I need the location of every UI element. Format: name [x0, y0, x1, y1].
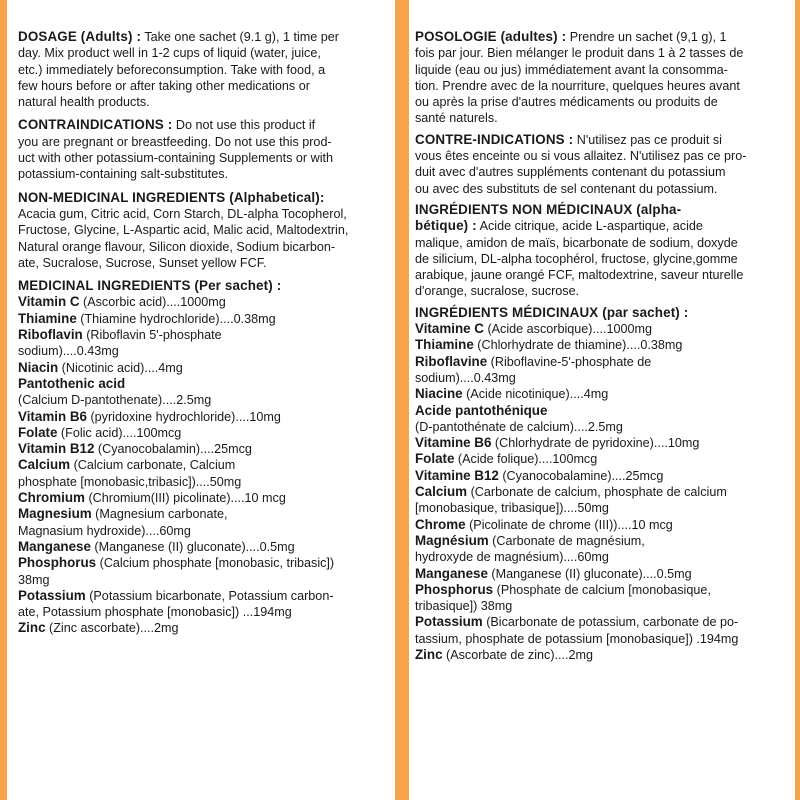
fr-non-medicinal-section [415, 202, 788, 300]
ingredient-detail: (Carbonate de calcium, phosphate de calcium [467, 485, 727, 500]
ingredient-name: Thiamine [18, 310, 77, 326]
en-contra-text: uct with other potassium-containing Supplements or with [18, 151, 334, 166]
ingredient-detail: sodium)....0.43mg [18, 344, 119, 359]
en-ingredient-item [18, 539, 390, 555]
ingredient-detail: (Chlorhydrate de pyridoxine)....10mg [491, 436, 700, 451]
en-nonmed-text: Fructose, Glycine, L-Aspartic acid, Malic acid, Maltodextrin, [18, 223, 349, 238]
en-ingredient-item [18, 409, 390, 425]
ingredient-name: Thiamine [415, 337, 474, 353]
en-contra-title: CONTRAINDICATIONS : [18, 117, 173, 133]
en-ingredient-item [18, 620, 390, 636]
ingredient-detail: phosphate [monobasic,tribasic])....50mg [18, 474, 242, 489]
fr-ingredient-item [415, 517, 788, 533]
ingredient-name: Vitamin B6 [18, 408, 87, 424]
fr-contra-text: ou avec des substituts de sel contenant du potassium. [415, 181, 718, 196]
ingredient-detail: (Phosphate de calcium [monobasique, [493, 582, 711, 597]
ingredient-name: Phosphorus [415, 581, 494, 597]
ingredient-detail: (Manganese (II) gluconate)....0.5mg [90, 539, 295, 554]
ingredient-name: Potassium [415, 614, 483, 630]
en-ingredient-item [18, 311, 390, 327]
en-ingredient-item [18, 294, 390, 310]
right-accent-stripe [795, 0, 800, 800]
center-accent-stripe [395, 0, 409, 800]
ingredient-name: Vitamin B12 [18, 441, 95, 457]
fr-dosage-text: fois par jour. Bien mélanger le produit dans 1 à 2 tasses de [415, 46, 744, 61]
fr-dosage-text: tion. Prendre avec de la nourriture, quelques heures avant [415, 78, 740, 93]
en-dosage-text: day. Mix product well in 1-2 cups of liquid (water, juice, [18, 46, 321, 61]
en-contra-text: you are pregnant or breastfeeding. Do not use this prod- [18, 134, 332, 149]
en-dosage-text: etc.) immediately beforeconsumption. Take with food, a [18, 62, 326, 77]
fr-ingredient-item [415, 337, 788, 353]
fr-contra-text: N'utilisez pas ce produit si [573, 132, 722, 147]
fr-contra-title: CONTRE-INDICATIONS : [415, 131, 574, 147]
ingredient-detail: 38mg [18, 572, 50, 587]
ingredient-detail: (Riboflavine-5'-phosphate de [487, 354, 652, 369]
ingredient-detail: (Bicarbonate de potassium, carbonate de po- [482, 615, 739, 630]
left-accent-stripe [0, 0, 7, 800]
fr-nonmed-text: malique, amidon de maïs, bicarbonate de sodium, doxyde [415, 235, 738, 250]
en-medicinal-list [18, 294, 390, 636]
en-med-title: MEDICINAL INGREDIENTS (Per sachet) : [18, 278, 282, 294]
en-contraindications-section [18, 117, 390, 182]
fr-ingredient-item [415, 647, 788, 663]
ingredient-detail: (Potassium bicarbonate, Potassium carbon- [85, 588, 334, 603]
ingredient-name: Pantothenic acid [18, 375, 126, 391]
fr-nonmed-title: bétique) : [415, 218, 477, 234]
ingredient-detail: tassium, phosphate de potassium [monobasique]) .194mg [415, 631, 739, 646]
ingredient-name: Vitamine B12 [415, 467, 499, 483]
ingredient-name: Manganese [415, 565, 488, 581]
en-ingredient-item [18, 360, 390, 376]
en-non-medicinal-section [18, 190, 390, 271]
en-nonmed-text: Natural orange flavour, Silicon dioxide, Sodium bicarbon- [18, 239, 336, 254]
ingredient-detail: (Thiamine hydrochloride)....0.38mg [76, 311, 276, 326]
ingredient-name: Magnésium [415, 532, 489, 548]
fr-dosage-section [415, 29, 788, 127]
ingredient-detail: (D-pantothénate de calcium)....2.5mg [415, 419, 623, 434]
ingredient-name: Phosphorus [18, 555, 97, 571]
ingredient-detail: (Riboflavin 5'-phosphate [82, 328, 222, 343]
fr-ingredient-item [415, 566, 788, 582]
en-dosage-text: few hours before or after taking other medications or [18, 78, 310, 93]
en-ingredient-item [18, 555, 390, 588]
fr-ingredient-item [415, 435, 788, 451]
ingredient-name: Vitamin C [18, 294, 80, 310]
english-column [18, 29, 390, 644]
ingredient-detail: (Chromium(III) picolinate)....10 mcg [84, 491, 286, 506]
en-dosage-text: natural health products. [18, 95, 150, 110]
fr-dosage-title: POSOLOGIE (adultes) : [415, 29, 567, 44]
en-ingredient-item [18, 376, 390, 409]
ingredient-detail: Magnasium hydroxide)....60mg [18, 523, 191, 538]
fr-nonmed-text: Acide citrique, acide L-aspartique, acide [476, 219, 703, 234]
en-dosage-section [18, 29, 390, 110]
fr-nonmed-title: INGRÉDIENTS NON MÉDICINAUX (alpha- [415, 201, 682, 217]
fr-contra-text: duit avec d'autres suppléments contenant du potassium [415, 165, 726, 180]
ingredient-name: Vitamine B6 [415, 435, 492, 451]
ingredient-detail: (Calcium carbonate, Calcium [70, 458, 236, 473]
fr-ingredient-item [415, 386, 788, 402]
fr-ingredient-item [415, 403, 788, 436]
fr-dosage-text: ou après la prise d'autres médicaments ou produits de [415, 95, 718, 110]
en-ingredient-item [18, 327, 390, 360]
ingredient-name: Riboflavin [18, 327, 83, 343]
fr-contra-text: vous êtes enceinte ou si vous allaitez. N'utilisez pas ce pro- [415, 149, 747, 164]
ingredient-detail: (Acide ascorbique)....1000mg [483, 322, 652, 337]
ingredient-detail: (Nicotinic acid)....4mg [58, 360, 183, 375]
ingredient-detail: (Cyanocobalamin)....25mcg [94, 442, 252, 457]
ingredient-detail: (pyridoxine hydrochloride)....10mg [86, 409, 281, 424]
ingredient-detail: (Acide nicotinique)....4mg [462, 387, 609, 402]
fr-dosage-text: santé naturels. [415, 111, 498, 126]
fr-medicinal-list [415, 321, 788, 663]
ingredient-name: Calcium [415, 484, 468, 500]
ingredient-detail: (Folic acid)....100mcg [57, 425, 182, 440]
ingredient-name: Zinc [415, 646, 443, 662]
ingredient-name: Folate [415, 451, 455, 467]
fr-ingredient-item [415, 468, 788, 484]
fr-nonmed-text: d'orange, sucralose, sucrose. [415, 284, 580, 299]
ingredient-name: Chrome [415, 516, 466, 532]
ingredient-detail: (Ascorbate de zinc)....2mg [442, 647, 594, 662]
en-ingredient-item [18, 588, 390, 621]
ingredient-name: Potassium [18, 587, 86, 603]
en-contra-text: Do not use this product if [172, 118, 316, 133]
ingredient-name: Folate [18, 424, 58, 440]
en-ingredient-item [18, 441, 390, 457]
fr-ingredient-item [415, 321, 788, 337]
ingredient-name: Calcium [18, 457, 71, 473]
en-contra-text: potassium-containing salt-substitutes. [18, 167, 228, 182]
ingredient-detail: (Acide folique)....100mcg [454, 452, 598, 467]
fr-medicinal-section [415, 305, 788, 664]
ingredient-name: Vitamine C [415, 321, 484, 337]
en-nonmed-text: Acacia gum, Citric acid, Corn Starch, DL-alpha Tocopherol, [18, 206, 347, 221]
en-ingredient-item [18, 425, 390, 441]
ingredient-detail: hydroxyde de magnésium)....60mg [415, 550, 609, 565]
fr-dosage-text: liquide (eau ou jus) immédiatement avant la consomma- [415, 62, 728, 77]
ingredient-name: Riboflavine [415, 353, 488, 369]
ingredient-detail: (Ascorbic acid)....1000mg [79, 295, 226, 310]
fr-nonmed-text: arabique, jaune orangé FCF, maltodextrine, saveur nturelle [415, 268, 744, 283]
en-nonmed-title: NON-MEDICINAL INGREDIENTS (Alphabetical): [18, 189, 325, 205]
ingredient-name: Acide pantothénique [415, 402, 548, 418]
ingredient-detail: (Cyanocobalamine)....25mcg [498, 468, 664, 483]
ingredient-detail: (Carbonate de magnésium, [488, 533, 645, 548]
french-column [415, 29, 788, 668]
en-medicinal-section [18, 278, 390, 637]
ingredient-detail: tribasique]) 38mg [415, 599, 513, 614]
fr-ingredient-item [415, 451, 788, 467]
fr-ingredient-item [415, 614, 788, 647]
ingredient-detail: (Calcium D-pantothenate)....2.5mg [18, 393, 212, 408]
ingredient-name: Zinc [18, 620, 46, 636]
fr-ingredient-item [415, 484, 788, 517]
ingredient-detail: (Calcium phosphate [monobasic, tribasic]) [96, 556, 335, 571]
fr-ingredient-item [415, 354, 788, 387]
ingredient-name: Manganese [18, 538, 91, 554]
fr-contraindications-section [415, 132, 788, 197]
en-ingredient-item [18, 490, 390, 506]
ingredient-detail: sodium)....0.43mg [415, 370, 516, 385]
ingredient-detail: (Picolinate de chrome (III))....10 mcg [465, 517, 673, 532]
en-ingredient-item [18, 506, 390, 539]
ingredient-name: Niacin [18, 359, 59, 375]
ingredient-name: Chromium [18, 490, 85, 506]
fr-ingredient-item [415, 533, 788, 566]
ingredient-name: Niacine [415, 386, 463, 402]
ingredient-detail: (Magnesium carbonate, [91, 507, 228, 522]
fr-med-title: INGRÉDIENTS MÉDICINAUX (par sachet) : [415, 304, 689, 320]
ingredient-detail: ate, Potassium phosphate [monobasic]) ...194mg [18, 605, 292, 620]
fr-dosage-text: Prendre un sachet (9,1 g), 1 [566, 30, 727, 44]
ingredient-detail: (Zinc ascorbate)....2mg [45, 621, 179, 636]
en-dosage-title: DOSAGE (Adults) : [18, 29, 142, 44]
en-ingredient-item [18, 457, 390, 490]
en-dosage-text: Take one sachet (9.1 g), 1 time per [141, 30, 339, 44]
ingredient-detail: (Chlorhydrate de thiamine)....0.38mg [473, 338, 683, 353]
en-nonmed-text: ate, Sucralose, Sucrose, Sunset yellow FCF. [18, 255, 267, 270]
fr-ingredient-item [415, 582, 788, 615]
ingredient-name: Magnesium [18, 506, 92, 522]
fr-nonmed-text: de silicium, DL-alpha tocophérol, fructose, glycine,gomme [415, 251, 738, 266]
ingredient-detail: [monobasique, tribasique])....50mg [415, 501, 609, 516]
ingredient-detail: (Manganese (II) gluconate)....0.5mg [487, 566, 692, 581]
